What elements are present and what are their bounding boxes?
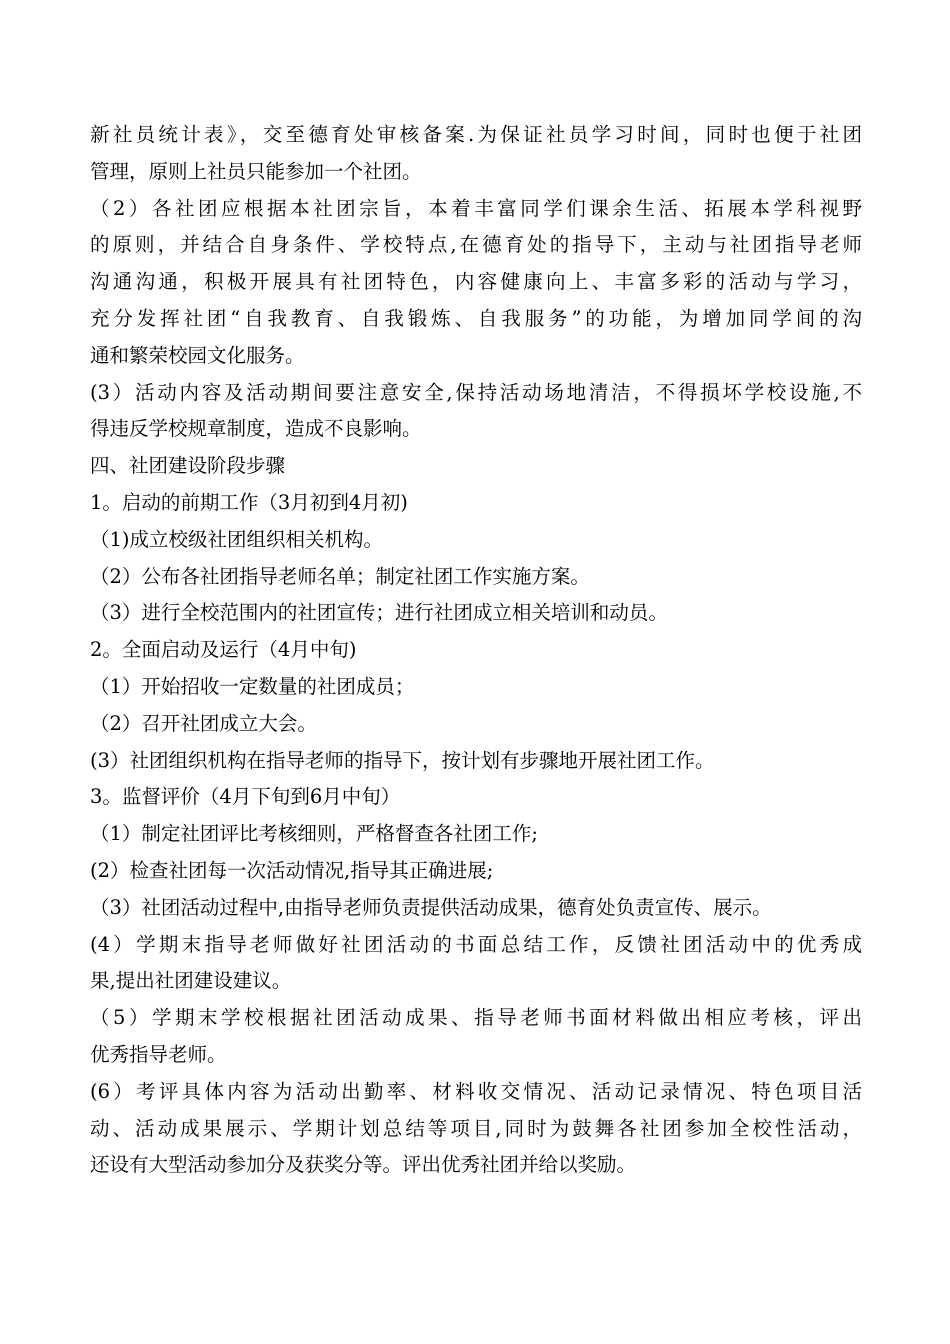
text-line: (6）考评具体内容为活动出勤率、材料收交情况、活动记录情况、特色项目活 [90, 1079, 862, 1103]
subsection-heading: 1。启动的前期工作（3月初到4月初) [90, 490, 408, 514]
document-body [90, 117, 862, 1184]
text-line: (4）学期末指导老师做好社团活动的书面总结工作，反馈社团活动中的优秀成 [90, 932, 862, 956]
text-line: （1）开始招收一定数量的社团成员； [90, 674, 415, 698]
text-line: 沟通沟通，积极开展具有社团特色，内容健康向上、丰富多彩的活动与学习， [90, 270, 862, 294]
text-line: （3）社团活动过程中,由指导老师负责提供活动成果，德育处负责宣传、展示。 [90, 895, 772, 919]
text-line: 管理，原则上社员只能参加一个社团。 [90, 159, 422, 183]
text-line: 还设有大型活动参加分及获奖分等。评出优秀社团并给以奖励。 [90, 1153, 637, 1177]
subsection-heading: 2。全面启动及运行（4月中旬) [90, 638, 357, 662]
text-line: 充分发挥社团“自我教育、自我锻炼、自我服务”的功能，为增加同学间的沟 [90, 306, 862, 330]
text-line: （2）召开社团成立大会。 [90, 711, 317, 735]
text-line: 新社员统计表》，交至德育处审核备案.为保证社员学习时间，同时也便于社团 [90, 123, 862, 146]
text-line: (3）活动内容及活动期间要注意安全,保持活动场地清洁，不得损坏学校设施,不 [90, 380, 862, 404]
section-heading: 四、社团建设阶段步骤 [90, 454, 286, 478]
text-line: (2）检查社团每一次活动情况,指导其正确进展; [90, 858, 494, 882]
text-line: (3）社团组织机构在指导老师的指导下，按计划有步骤地开展社团工作。 [90, 748, 715, 772]
text-line: 的原则，并结合自身条件、学校特点,在德育处的指导下，主动与社团指导老师 [90, 233, 862, 257]
text-line: （1)成立校级社团组织相关机构。 [90, 527, 384, 551]
text-line: （5）学期末学校根据社团活动成果、指导老师书面材料做出相应考核，评出 [90, 1006, 862, 1030]
text-line: 动、活动成果展示、学期计划总结等项目,同时为鼓舞各社团参加全校性活动， [90, 1116, 862, 1140]
text-line: （3）进行全校范围内的社团宣传；进行社团成立相关培训和动员。 [90, 601, 668, 625]
subsection-heading: 3。监督评价（4月下旬到6月中旬） [90, 785, 401, 809]
text-line: 果,提出社团建设建议。 [90, 969, 292, 993]
text-line: （1）制定社团评比考核细则，严格督查各社团工作; [90, 822, 538, 846]
text-line: （2）公布各社团指导老师名单；制定社团工作实施方案。 [90, 564, 590, 588]
text-line: 得违反学校规章制度，造成不良影响。 [90, 417, 422, 441]
text-line: 通和繁荣校园文化服务。 [90, 343, 305, 367]
text-line: （2）各社团应根据本社团宗旨，本着丰富同学们课余生活、拓展本学科视野 [90, 196, 862, 220]
text-line: 优秀指导老师。 [90, 1042, 227, 1066]
